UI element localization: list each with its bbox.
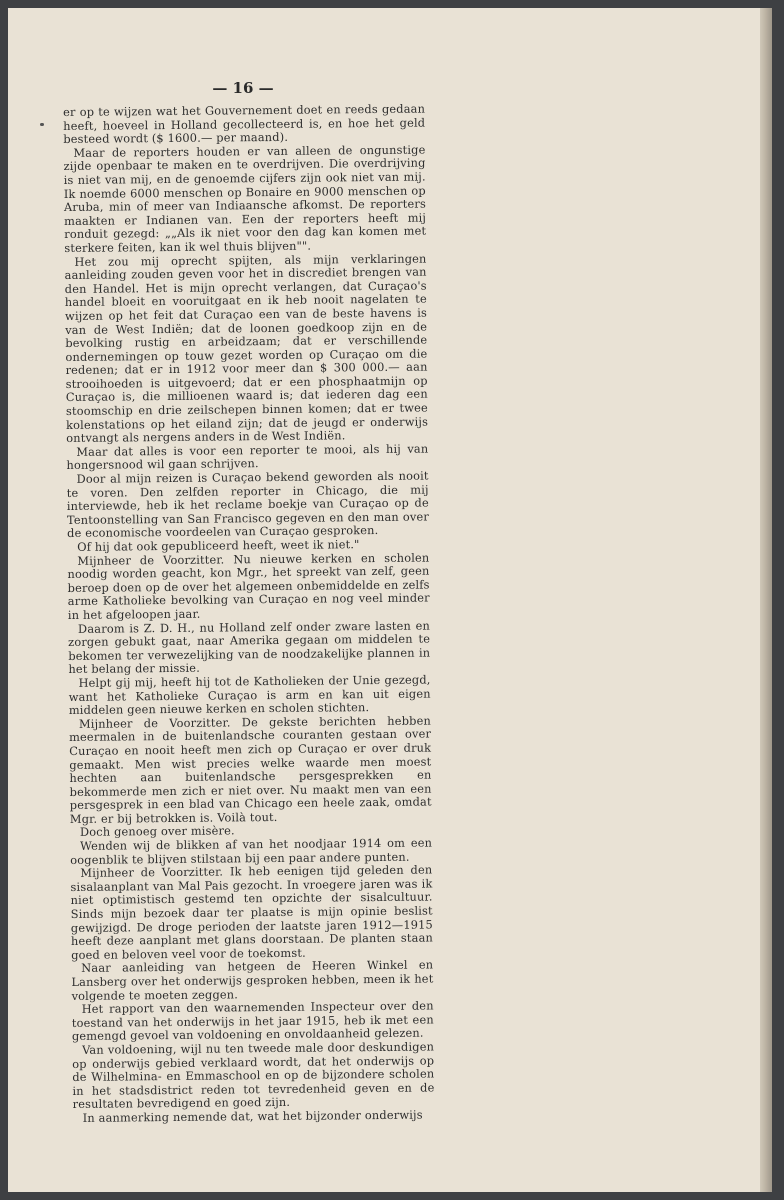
paragraph: Het rapport van den waarnemenden Inspecteur over den toestand van het onderwijs in het jaar 1915, heb ik met een gemengd gevoel van voldoening en onvoldaanheid gelezen. xyxy=(71,998,434,1044)
paragraph: Daarom is Z. D. H., nu Holland zelf onder zware lasten en zorgen gebukt gaat, naar Amerika gegaan om middelen te bekomen ter verwezelijking van de noodzakelijke plannen in het belang der missie. xyxy=(68,618,431,677)
page-edge xyxy=(760,8,772,1192)
page-number: — 16 — xyxy=(212,79,274,97)
paragraph: Door al mijn reizen is Curaçao bekend geworden als nooit te voren. Den zelfden reporter in Chicago, die mij interviewde, heb ik het reclame boekje van Curaçao op de Tentoonstelling van San Francisco gegeven en den man over de economische voordeelen van Curaçao gesproken. xyxy=(66,468,430,541)
paragraph: Of hij dat ook gepubliceerd heeft, weet ik niet." xyxy=(77,537,360,554)
paragraph: er op te wijzen wat het Gouvernement doet en reeds gedaan heeft, hoeveel in Holland gecollecteerd is, en hoe het geld besteed wordt ($ 1600.— per maand). xyxy=(62,101,426,147)
paragraph: Helpt gij mij, heeft hij tot de Katholieken der Unie gezegd, want het Katholieke Curaçao is arm en kan uit eigen middelen geen nieuwe kerken en scholen stichten. xyxy=(68,672,431,718)
paragraph: Mijnheer de Voorzitter. Nu nieuwe kerken en scholen noodig worden geacht, kon Mgr., het spreekt van zelf, geen beroep doen op de over het algemeen onbemiddelde en zelfs arme Katholieke bevolking van Curaçao en nog veel minder in het afgeloopen jaar. xyxy=(67,550,430,622)
paragraph: Doch genoeg over misère. xyxy=(79,823,235,840)
body-text xyxy=(63,103,435,1126)
paragraph: Mijnheer de Voorzitter. De gekste berichten hebben meermalen in de buitenlandsche couranten gestaan over Curaçao en nooit heeft men zich op Curaçao er over druk gemaakt. Men wist precies welke waarde men moest hechten aan buitenlandsche persgesprekken en bekommerde men zich er niet over. Nu maakt men van een persgesprek in een blad van Chicago een heele zaak, omdat Mgr. er bij betrokken is. Voilà tout. xyxy=(68,713,432,826)
paragraph: Van voldoening, wijl nu ten tweede male door deskundigen op onderwijs gebied verklaard wordt, dat het onderwijs op de Wilhelmina- en Emmaschool en op de bijzondere scholen in het stadsdistrict reden tot tevredenheid geven en de resultaten bevredigend en goed zijn. xyxy=(72,1039,435,1112)
paragraph: Wenden wij de blikken af van het noodjaar 1914 om een oogenblik te blijven stilstaan bij een paar andere punten. xyxy=(70,835,433,867)
paragraph: Maar de reporters houden er van alleen de ongunstige zijde openbaar te maken en te overdrijven. Die overdrijving is niet van mij, en de genoemde cijfers zijn ook niet van mij. Ik noemde 6000 menschen op Bonaire en 9000 menschen op Aruba, min of meer van Indiaansche afkomst. De reporters maakten er Indianen van. Een der reporters heeft mij ronduit gezegd: „„Als ik niet voor den dag kan komen met sterkere feiten, kan ik wel thuis blijven"". xyxy=(63,142,427,255)
paragraph: Mijnheer de Voorzitter. Ik heb eenigen tijd geleden den sisalaanplant van Mal Pais gezocht. In vroegere jaren was ik niet optimistisch gestemd ten opzichte der sisalcultuur. Sinds mijn bezoek daar ter plaatse is mijn opinie beslist gewijzigd. De droge perioden der laatste jaren 1912—1915 heeft deze aanplant met glans doorstaan. De planten staan goed en beloven veel voor de toekomst. xyxy=(70,862,434,962)
paragraph: Het zou mij oprecht spijten, als mijn verklaringen aanleiding zouden geven voor het in discrediet brengen van den Handel. Het is mijn oprecht verlangen, dat Curaçao's handel bloeit en vooruitgaat en ik heb nooit nagelaten te wijzen op het feit dat Curaçao een van de beste havens is van de West Indiën; dat de loonen goedkoop zijn en de bevolking rustig en arbeidzaam; dat er verschillende ondernemingen op touw gezet worden op Curaçao om die redenen; dat er in 1912 voor meer dan $ 300 000.— aan strooihoeden is uitgevoerd; dat er een phosphaatmijn op Curaçao is, die millioenen waard is; dat iederen dag een stoomschip en drie zeilschepen binnen komen; dat er twee kolenstations op het eiland zijn; dat de jeugd er onderwijs ontvangt als nergens anders in de West Indiën. xyxy=(64,251,429,446)
paragraph: Maar dat alles is voor een reporter te mooi, als hij van hongersnood wil gaan schrijven. xyxy=(66,441,429,473)
margin-mark xyxy=(40,123,44,126)
document-page xyxy=(8,8,772,1192)
paragraph: In aanmerking nemende dat, wat het bijzonder onderwijs xyxy=(82,1107,423,1125)
paragraph: Naar aanleiding van hetgeen de Heeren Winkel en Lansberg over het onderwijs gesproken hebben, meen ik het volgende te moeten zeggen. xyxy=(71,957,434,1003)
